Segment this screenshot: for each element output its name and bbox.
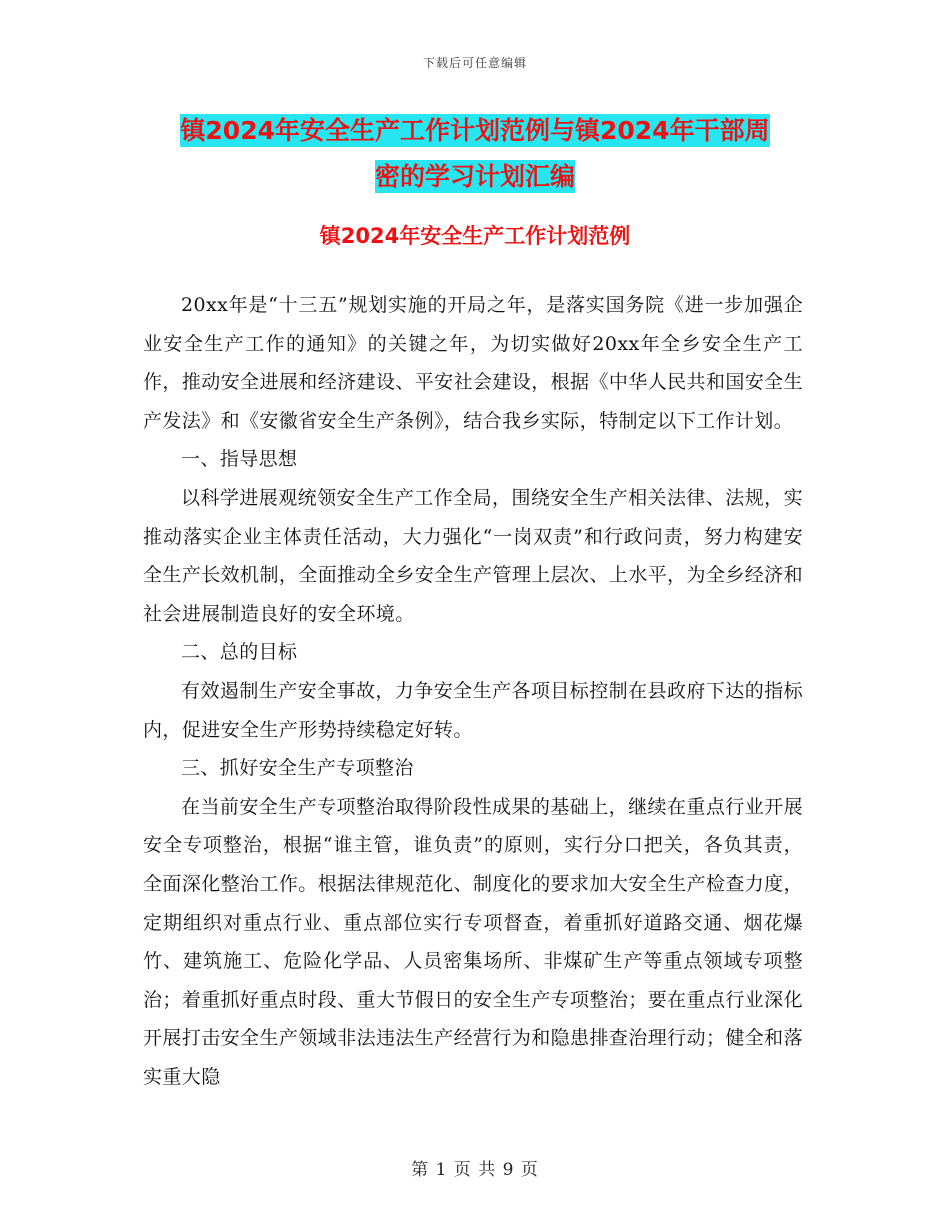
- main-title-line-1: 镇2024年安全生产工作计划范例与镇2024年干部周: [180, 116, 770, 145]
- body-text: [143, 286, 803, 1096]
- main-title: [140, 108, 810, 200]
- paragraph-overall-goal: 有效遏制生产安全事故，力争安全生产各项目标控制在县政府下达的指标内，促进安全生产形势持续稳定好转。: [143, 679, 803, 741]
- heading-special-rectification: 三、抓好安全生产专项整治: [181, 757, 414, 780]
- main-title-line-2: 密的学习计划汇编: [374, 162, 575, 191]
- paragraph-intro: 20xx年是“十三五”规划实施的开局之年，是落实国务院《进一步加强企业安全生产工作的通知》的关键之年，为切实做好20xx年全乡安全生产工作，推动安全进展和经济建设、平安社会建设，根据《中华人民共和国安全生产发法》和《安徽省安全生产条例》，结合我乡实际，特制定以下工作计划。: [143, 294, 803, 432]
- paragraph-special-rectification: 在当前安全生产专项整治取得阶段性成果的基础上，继续在重点行业开展安全专项整治，根据“谁主管，谁负责”的原则，实行分口把关，各负其责，全面深化整治工作。根据法律规范化、制度化的要求加大安全生产检查力度，定期组织对重点行业、重点部位实行专项督查，着重抓好道路交通、烟花爆竹、建筑施工、危险化学品、人员密集场所、非煤矿生产等重点领域专项整治；着重抓好重点时段、重大节假日的安全生产专项整治；要在重点行业深化开展打击安全生产领域非法违法生产经营行为和隐患排查治理行动；健全和落实重大隐: [143, 795, 803, 1088]
- page-footer: 第 1 页 共 9 页: [411, 1160, 539, 1180]
- heading-guiding-ideology: 一、指导思想: [181, 448, 298, 471]
- section-title: 镇2024年安全生产工作计划范例: [319, 224, 631, 248]
- heading-overall-goal: 二、总的目标: [181, 641, 298, 664]
- header-note: 下载后可任意编辑: [422, 56, 527, 70]
- paragraph-guiding-ideology: 以科学进展观统领安全生产工作全局，围绕安全生产相关法律、法规，实推动落实企业主体责任活动，大力强化“一岗双责”和行政问责，努力构建安全生产长效机制，全面推动全乡安全生产管理上层次、上水平，为全乡经济和社会进展制造良好的安全环境。: [143, 486, 803, 625]
